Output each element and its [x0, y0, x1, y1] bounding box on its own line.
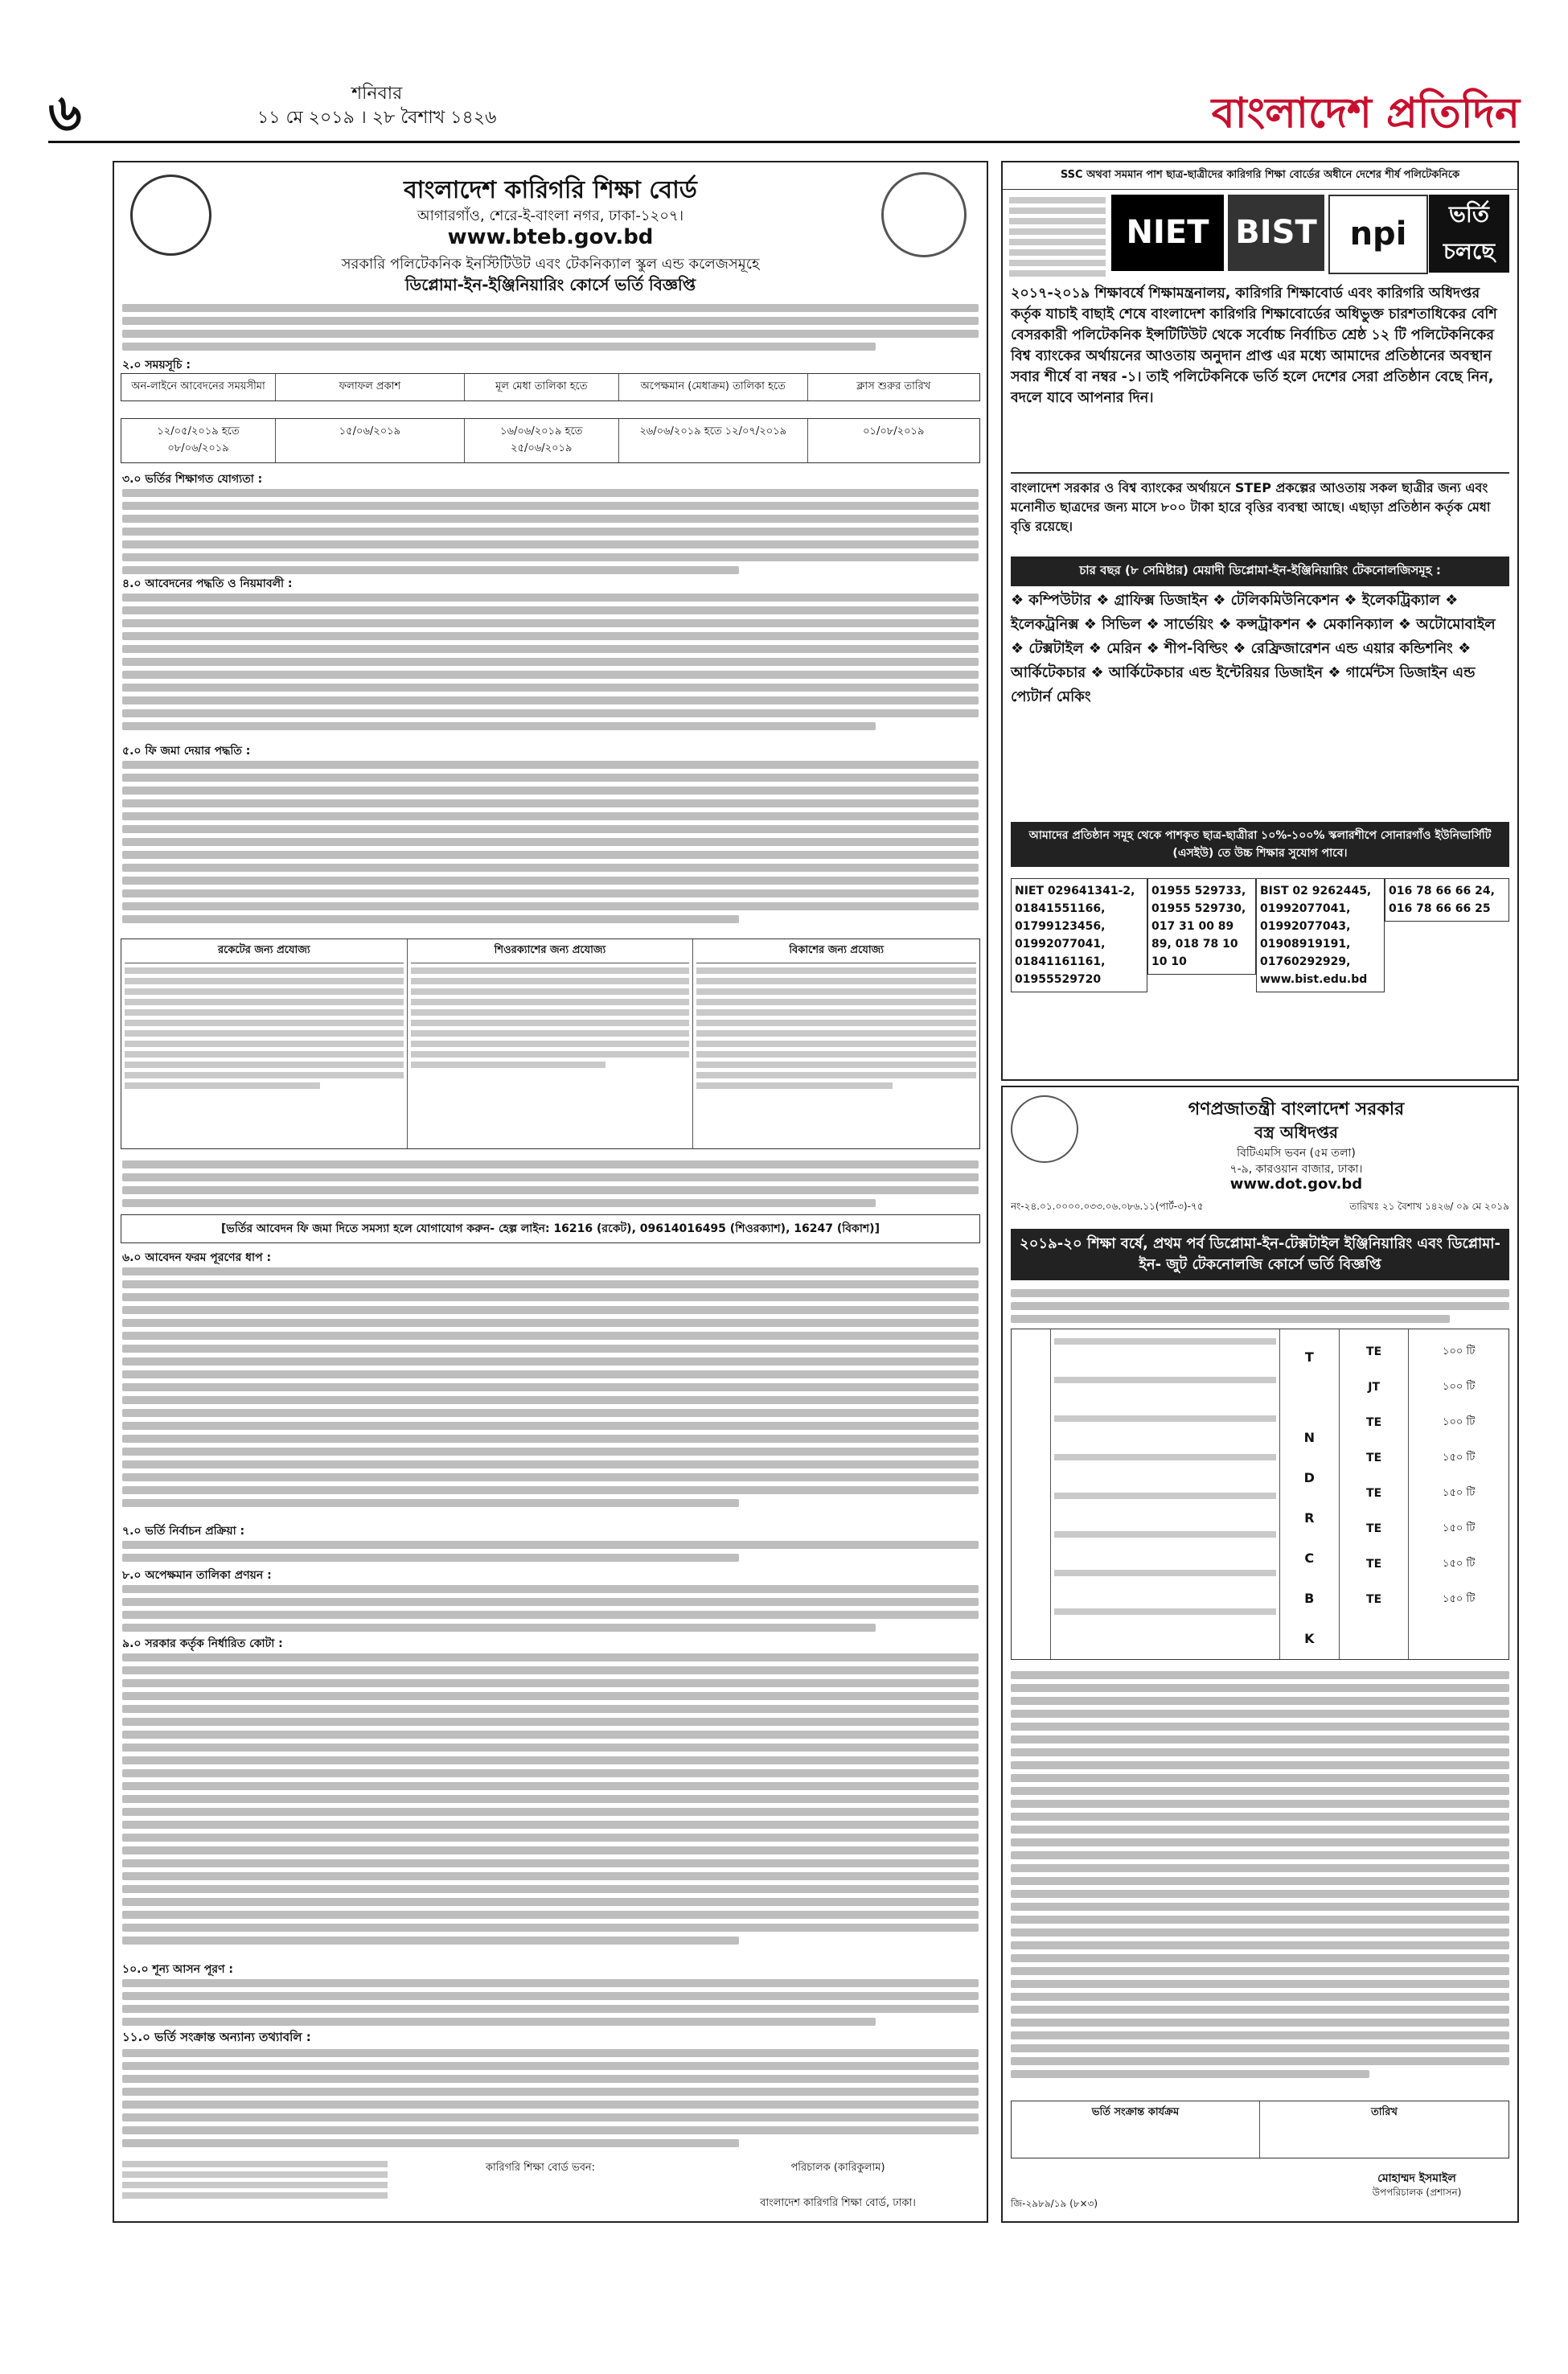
section-11-text [122, 2044, 979, 2152]
dept-building: বিটিএমসি ভবন (৫ম তলা) [1237, 1147, 1356, 1160]
section-10-text [122, 1974, 979, 2031]
helpline-box: [ভর্তির আবেদন ফি জমা দিতে সমস্যা হলে যোগাযোগ করুন- হেল্প লাইন: 16216 (রকেট), 09614016495 (শিওরক্যাশ), 16247 (বিকাশ)] [121, 1214, 980, 1243]
tech-code-2: JT [1368, 1381, 1380, 1394]
intro-text-block [122, 299, 979, 355]
tech-code-1: TE [1366, 1345, 1382, 1358]
section-11-heading: ১১.০ ভর্তি সংক্রান্ত অন্যান্য তথ্যাবলি : [122, 2030, 311, 2044]
dept-name: বস্ত্র অধিদপ্তর [1254, 1123, 1339, 1142]
institute-table [1011, 1329, 1509, 1660]
rocket-heading: রকেটের জন্য প্রযোজ্য [125, 943, 404, 963]
board-website[interactable]: www.bteb.gov.bd [447, 225, 654, 249]
inst-code-5: C [1304, 1550, 1315, 1566]
section-4-heading: ৪.০ আবেদনের পদ্ধতি ও নিয়মাবলী : [122, 577, 293, 590]
section-9-text [122, 1649, 979, 1949]
ad-side-notes [1009, 193, 1106, 281]
seat-count-5: ১৫০ টি [1443, 1487, 1476, 1499]
textile-intro-text [1011, 1284, 1509, 1328]
headline-text: ২০১৭-২০১৯ শিক্ষাবর্ষে শিক্ষামন্ত্রনালয়, কারিগরি শিক্ষাবোর্ড এবং কারিগরি অধিদপ্তর কর্তৃক যাচাই বাছাই শেষে বাংলাদেশ কারিগরি শিক্ষাবোর্ডের অধিভুক্ত চারশতাধিকের বেশি বেসরকারী পলিটেকনিক ইন্সটিটিউট থেকে সর্বোচ্চ নির্বাচিত শ্রেষ্ঠ ১২ টি পলিটেকনিকের বিশ্ব ব্যাংকের অর্থায়নের আওতায় অনুদান প্রাপ্ত এর মধ্যে আমাদের প্রতিষ্ঠানের অবস্থান সবার শীর্ষে বা নম্বর -১। তাই পলিটেকনিকে ভর্তি হলে দেশের সেরা প্রতিষ্ঠান বেছে নিন, বদলে যাবে আপনার দিন। [1011, 285, 1497, 406]
polytechnic-ad [1001, 161, 1519, 1081]
schedule-val-5: ০১/০৮/২০১৯ [863, 425, 925, 437]
section-6-text [122, 1263, 979, 1512]
board-name: বাংলাদেশ কারিগরি শিক্ষা বোর্ড [404, 176, 697, 204]
signatory-name: মোহাম্মদ ইসমাইল [1377, 2172, 1456, 2185]
memo-date: তারিখঃ ২১ বৈশাখ ১৪২৬/ ০৯ মে ২০১৯ [1349, 1201, 1509, 1212]
campaign-logo-icon [881, 172, 967, 257]
surecash-column [408, 939, 694, 1148]
step-scholarship-text: বাংলাদেশ সরকার ও বিশ্ব ব্যাংকের অর্থায়নে STEP প্রকল্পের আওতায় সকল ছাত্রীর জন্য এবং মনোনীত ছাত্রদের জন্য মাসে ৮০০ টাকা হারে বৃত্তির ব্যবস্থা আছে। এছাড়া প্রতিষ্ঠান কর্তৃক মেধা বৃত্তি রয়েছে। [1011, 472, 1509, 536]
schedule-col-4: অপেক্ষমান (মেধাক্রম) তালিকা হতে [619, 374, 808, 400]
dept-website[interactable]: www.dot.gov.bd [1229, 1176, 1363, 1193]
footer-signatory: পরিচালক (কারিকুলাম) [790, 2162, 885, 2174]
seat-count-7: ১৫০ টি [1443, 1558, 1476, 1570]
contact-bist: BIST 02 9262445, 01992077041, 01992077043, 01908919191, 01760292929, www.bist.edu.bd [1256, 878, 1385, 992]
seat-count-3: ১০০ টি [1443, 1416, 1476, 1428]
inst-code-4: R [1304, 1510, 1315, 1526]
tech-code-6: TE [1366, 1522, 1382, 1535]
schedule-table-row [121, 418, 980, 463]
tech-code-7: TE [1366, 1558, 1382, 1571]
scholarship-banner: আমাদের প্রতিষ্ঠান সমূহ থেকে পাশকৃত ছাত্র-ছাত্রীরা ১০%-১০০% স্কলারশীপে সোনারগাঁও ইউনিভার্সিটি (এসইউ) তে উচ্চ শিক্ষার সুযোগ পাবে। [1011, 822, 1509, 867]
footer-board-name: বাংলাদেশ কারিগরি শিক্ষা বোর্ড, ঢাকা। [760, 2197, 916, 2209]
schedule-col-3: মূল মেধা তালিকা হতে [465, 374, 619, 400]
schedule-table-head [121, 373, 980, 401]
seat-count-8: ১৫০ টি [1443, 1593, 1476, 1605]
schedule-col-2: ফলাফল প্রকাশ [276, 374, 465, 400]
newspaper-brand: বাংলাদেশ প্রতিদিন [1211, 88, 1520, 138]
contact-npi: 01955 529733, 01955 529730, 017 31 00 89 89, 018 78 10 10 10 [1147, 878, 1256, 975]
admission-going-on: ভর্তি চলছে [1429, 195, 1509, 273]
header-date [257, 82, 496, 130]
course-list: ❖ কম্পিউটার ❖ গ্রাফিক্স ডিজাইন ❖ টেলিকমিউনিকেশন ❖ ইলেকট্রিক্যাল ❖ ইলেকট্রনিক্স ❖ সিভিল ❖ সার্ভেয়িং ❖ কন্সট্রাকশন ❖ মেকানিক্যাল ❖ অটোমোবাইল ❖ টেক্সটাইল ❖ মেরিন ❖ শীপ-বিল্ডিং ❖ রেফ্রিজারেশন এন্ড এয়ার কন্ডিশনিং ❖ আর্কিটেকচার ❖ আর্কিটেকচার এন্ড ইন্টেরিয়র ডিজাইন ❖ গার্মেন্টস ডিজাইন এন্ড প্যেটার্ন মেকিং [1011, 592, 1496, 705]
schedule-heading: ২.০ সময়সূচি : [122, 359, 191, 372]
inst-code-3: D [1303, 1470, 1315, 1485]
footer-contact-block [122, 2157, 388, 2203]
section-8-text [122, 1580, 979, 1637]
schedule-val-2: ১৫/০৬/২০১৯ [276, 419, 465, 462]
section-9-heading: ৯.০ সরকার কর্তৃক নির্ধারিত কোটা : [122, 1637, 283, 1650]
textile-admission-ad [1001, 1086, 1519, 2223]
inst-code-6: B [1304, 1591, 1315, 1606]
textile-notice-title: ২০১৯-২০ শিক্ষা বর্ষে, প্রথম পর্ব ডিপ্লোমা-ইন-টেক্সটাইল ইঞ্জিনিয়ারিং এবং ডিপ্লোমা-ইন- জুট টেকনোলজি কোর্সে ভর্তি বিজ্ঞপ্তি [1011, 1229, 1509, 1280]
schedule-val-1: ১২/০৫/২০১৯ হতে ০৮/০৬/২০১৯ [121, 419, 276, 462]
section-10-heading: ১০.০ শূন্য আসন পূরণ : [122, 1963, 234, 1976]
header-date-line: ১১ মে ২০১৯ । ২৮ বৈশাখ ১৪২৬ [257, 108, 497, 128]
gov-seal-icon [1011, 1095, 1078, 1163]
schedule-val-3: ১৬/০৬/২০১৯ হতে ২৫/০৬/২০১৯ [465, 419, 619, 462]
schedule-val-4: ২৬/০৬/২০১৯ হতে ১২/০৭/২০১৯ [619, 419, 808, 462]
dept-address: ৭-৯, কারওয়ান বাজার, ঢাকা। [1229, 1163, 1363, 1176]
ad-reference: জি-২৯৮৯/১৯ (৮×৩) [1011, 2198, 1098, 2209]
section-7-text [122, 1536, 979, 1567]
schedule-date-head: তারিখ [1371, 2106, 1398, 2118]
board-address: আগারগাঁও, শেরে-ই-বাংলা নগর, ঢাকা-১২০৭। [417, 207, 684, 224]
niet-logo: NIET [1111, 195, 1224, 271]
section-3-heading: ৩.০ ভর্তির শিক্ষাগত যোগ্যতা : [122, 473, 263, 486]
polytechnic-banner: SSC অথবা সমমান পাশ ছাত্র-ছাত্রীদের কারিগরি শিক্ষা বোর্ডের অধীনে দেশের শীর্ষ পলিটেকনিকে [1003, 162, 1517, 190]
surecash-heading: শিওরক্যাশের জন্য প্রযোজ্য [411, 943, 690, 963]
signatory-title: উপপরিচালক (প্রশাসন) [1372, 2187, 1462, 2198]
footer-board-office: কারিগরি শিক্ষা বোর্ড ভবন: [485, 2162, 596, 2174]
textile-rules-text [1011, 1666, 1509, 2083]
seat-count-6: ১৫০ টি [1443, 1522, 1476, 1534]
inst-code-1: T [1304, 1349, 1314, 1365]
rocket-column [121, 939, 408, 1148]
section-3-text [122, 484, 979, 579]
notice-subtitle: সরকারি পলিটেকনিক ইনস্টিটিউট এবং টেকনিক্যাল স্কুল এন্ড কলেজসমূহে [341, 256, 760, 273]
section-4-text [122, 589, 979, 735]
tech-code-5: TE [1366, 1487, 1382, 1500]
payment-table [121, 939, 980, 1149]
textile-schedule-table [1011, 2101, 1509, 2158]
bist-logo: BIST [1228, 195, 1324, 271]
section-8-heading: ৮.০ অপেক্ষমান তালিকা প্রণয়ন : [122, 1569, 272, 1582]
bteb-logo-icon [130, 175, 211, 256]
contact-niet: NIET 029641341-2, 01841551166, 01799123456, 01992077041, 01841161161, 01955529720 [1011, 878, 1147, 992]
memo-number: নং-২৪.০১.০০০০.০৩৩.০৬.০৮৬.১১(পার্ট-৩)-৭৫ [1011, 1201, 1204, 1212]
seat-count-2: ১০০ টি [1443, 1381, 1476, 1393]
section-5-text [122, 756, 979, 928]
seat-count-4: ১৫০ টি [1443, 1452, 1476, 1464]
schedule-col-5: ক্লাস শুরুর তারিখ [856, 380, 931, 392]
tech-code-4: TE [1366, 1452, 1382, 1464]
section-7-heading: ৭.০ ভর্তি নির্বাচন প্রক্রিয়া : [122, 1525, 245, 1538]
notice-title: ডিপ্লোমা-ইন-ইঞ্জিনিয়ারিং কোর্সে ভর্তি বিজ্ঞপ্তি [404, 275, 696, 294]
page-number: ৬ [48, 83, 82, 143]
schedule-col-1: অন-লাইনে আবেদনের সময়সীমা [121, 374, 276, 400]
schedule-activity-head: ভর্তি সংক্রান্ত কার্যক্রম [1012, 2101, 1260, 2158]
bkash-heading: বিকাশের জন্য প্রযোজ্য [696, 943, 976, 963]
bteb-admission-ad [113, 161, 988, 2223]
gov-name: গণপ্রজাতন্ত্রী বাংলাদেশ সরকার [1188, 1099, 1405, 1119]
seat-count-1: ১০০ টি [1443, 1345, 1476, 1357]
bkash-column [693, 939, 979, 1148]
npi-logo: npi [1328, 195, 1428, 274]
course-title: চার বছর (৮ সেমিষ্টার) মেয়াদী ডিপ্লোমা-ইন-ইঞ্জিনিয়ারিং টেকনোলজিসমূহ : [1011, 557, 1509, 586]
section-5-heading: ৫.০ ফি জমা দেয়ার পদ্ধতি : [122, 745, 251, 758]
contact-npi-2: 016 78 66 66 24, 016 78 66 66 25 [1385, 878, 1509, 922]
inst-code-2: N [1303, 1430, 1315, 1445]
inst-code-7: K [1304, 1631, 1315, 1646]
payment-footnote [122, 1156, 979, 1212]
tech-code-8: TE [1366, 1593, 1382, 1606]
header-day: শনিবার [351, 84, 403, 104]
section-6-heading: ৬.০ আবেদন ফরম পূরণের ধাপ : [122, 1251, 272, 1264]
tech-code-3: TE [1366, 1416, 1382, 1429]
